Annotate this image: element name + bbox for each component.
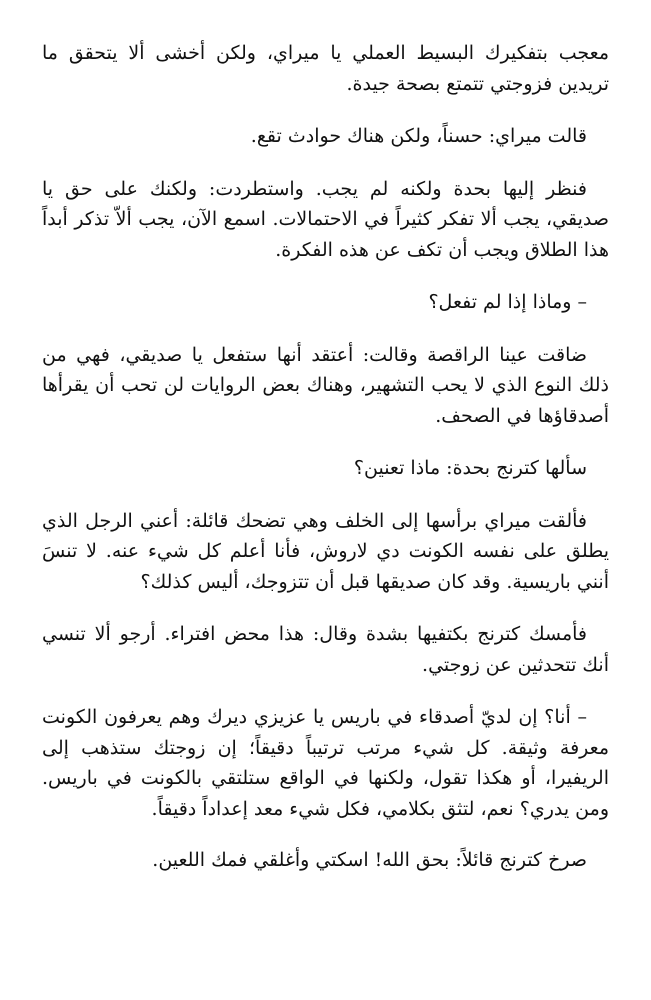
paragraph: قالت ميراي: حسناً، ولكن هناك حوادث تقع. [250, 125, 587, 147]
paragraph: ضاقت عينا الراقصة وقالت: أعتقد أنها ستفعل يا صديقي، فهي من ذلك النوع الذي لا يحب التشهير، وهناك بعض الروايات لن تحب أن يقرأها أصدقاؤها في الصحف. [42, 343, 609, 427]
paragraph: فأمسك كترنج بكتفيها بشدة وقال: هذا محض افتراء. أرجو ألا تنسي أنك تتحدثين عن زوجتي. [42, 623, 609, 676]
paragraph: فألقت ميراي برأسها إلى الخلف وهي تضحك قائلة: أعني الرجل الذي يطلق على نفسه الكونت دي لاروش، فأنا أعلم كل شيء عنه. لا تنسَ أنني باريسية. وقد كان صديقها قبل أن تتزوجك، أليس كذلك؟ [42, 509, 609, 593]
paragraph: سألها كترنج بحدة: ماذا تعنين؟ [353, 457, 587, 479]
paragraph: – أنا؟ إن لديّ أصدقاء في باريس يا عزيزي ديرك وهم يعرفون الكونت معرفة وثيقة. كل شيء مرتب ترتيباً دقيقاً؛ إن زوجتك ستذهب إلى الريفيرا، أو هكذا تقول، ولكنها في الواقع ستلتقي بالكونت في باريس. ومن يدري؟ نعم، لتثق بكلامي، فكل شيء معد إعداداً دقيقاً. [42, 706, 609, 820]
paragraph: فنظر إليها بحدة ولكنه لم يجب. واستطردت: ولكنك على حق يا صديقي، يجب ألا تفكر كثيراً في الاحتمالات. اسمع الآن، يجب ألاّ تذكر أبداً هذا الطلاق ويجب أن تكف عن هذه الفكرة. [42, 177, 609, 261]
paragraph: صرخ كترنج قائلاً: بحق الله! اسكتي وأغلقي فمك اللعين. [152, 849, 587, 871]
paragraph: – وماذا إذا لم تفعل؟ [428, 291, 587, 313]
paragraph: معجب بتفكيرك البسيط العملي يا ميراي، ولكن أخشى ألا يتحقق ما تريدين فزوجتي تتمتع بصحة جيدة. [42, 42, 609, 95]
book-page [42, 38, 609, 990]
